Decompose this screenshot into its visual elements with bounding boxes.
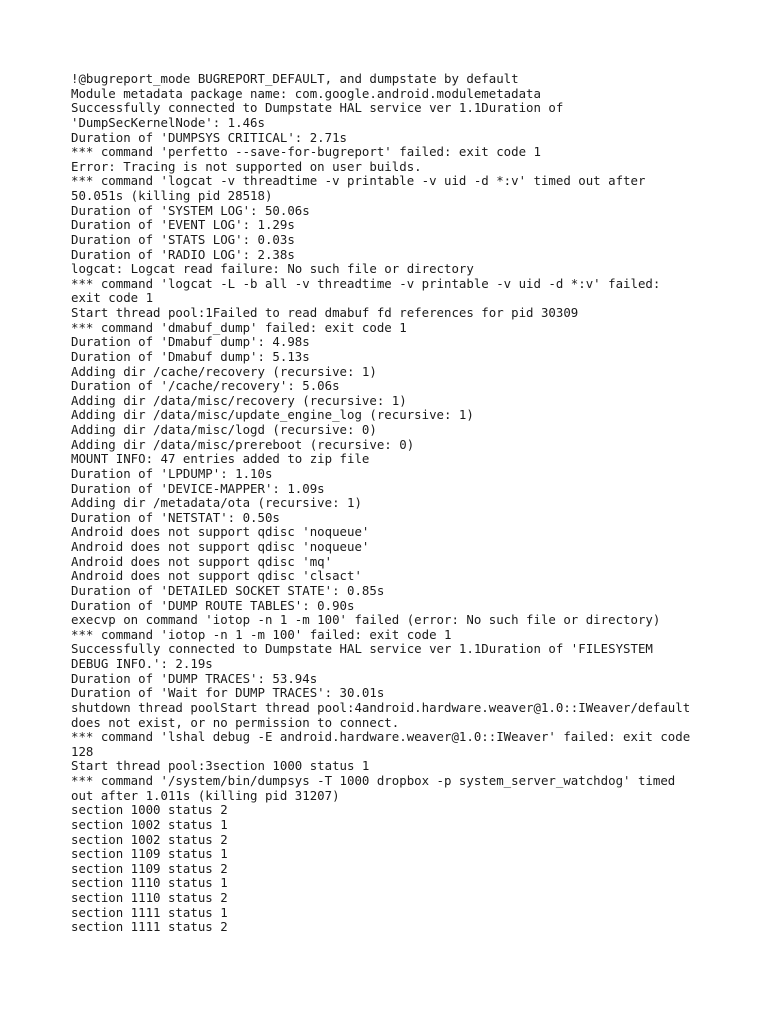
log-line: Duration of 'DEVICE-MAPPER': 1.09s [71, 480, 325, 496]
log-line: DEBUG INFO.': 2.19s [71, 656, 213, 671]
log-line: Duration of 'Dmabuf dump': 4.98s [71, 334, 310, 350]
log-line: Adding dir /data/misc/prereboot (recursive: 0) [71, 436, 415, 452]
log-line: Start thread pool:3section 1000 status 1 [71, 758, 370, 774]
log-line: Duration of 'DUMP TRACES': 53.94s [71, 670, 318, 686]
log-line: section 1111 status 2 [71, 919, 228, 935]
log-line: out after 1.011s (killing pid 31207) [71, 787, 340, 803]
log-line: Duration of 'Wait for DUMP TRACES': 30.01s [71, 685, 385, 701]
log-lines [71, 72, 731, 935]
log-line: section 1000 status 2 [71, 802, 228, 818]
log-line: section 1109 status 1 [71, 846, 228, 862]
log-line: Adding dir /metadata/ota (recursive: 1) [71, 495, 362, 511]
log-line: section 1002 status 1 [71, 816, 228, 832]
log-line: Android does not support qdisc 'mq' [71, 553, 333, 569]
log-line: execvp on command 'iotop -n 1 -m 100' failed (error: No such file or directory) [71, 612, 661, 628]
log-line: Duration of 'Dmabuf dump': 5.13s [71, 348, 310, 364]
log-line: *** command 'logcat -v threadtime -v printable -v uid -d *:v' timed out after [71, 173, 646, 189]
log-line: Duration of 'EVENT LOG': 1.29s [71, 217, 295, 233]
log-line: 'DumpSecKernelNode': 1.46s [71, 114, 265, 130]
log-line: Duration of 'DETAILED SOCKET STATE': 0.85s [71, 582, 385, 598]
log-line: *** command 'logcat -L -b all -v threadtime -v printable -v uid -d *:v' failed: [71, 275, 661, 291]
log-line: Duration of 'RADIO LOG': 2.38s [71, 246, 295, 262]
log-line: does not exist, or no permission to connect. [71, 714, 400, 730]
log-line: !@bugreport_mode BUGREPORT_DEFAULT, and dumpstate by default [71, 71, 519, 86]
log-line: MOUNT INFO: 47 entries added to zip file [71, 451, 370, 467]
log-line: Successfully connected to Dumpstate HAL service ver 1.1Duration of [71, 100, 564, 116]
log-line: Adding dir /data/misc/logd (recursive: 0) [71, 422, 377, 437]
log-line: *** command 'dmabuf_dump' failed: exit code 1 [71, 319, 407, 335]
log-line: section 1002 status 2 [71, 831, 228, 847]
log-line: section 1111 status 1 [71, 904, 228, 920]
log-line: section 1110 status 2 [71, 890, 228, 905]
log-line: logcat: Logcat read failure: No such file or directory [71, 261, 474, 277]
log-line: 128 [71, 743, 94, 759]
log-line: Duration of 'DUMP ROUTE TABLES': 0.90s [71, 597, 355, 613]
log-line: Duration of 'NETSTAT': 0.50s [71, 509, 280, 525]
log-line: *** command '/system/bin/dumpsys -T 1000 dropbox -p system_server_watchdog' timed [71, 773, 676, 788]
log-line: Adding dir /cache/recovery (recursive: 1) [71, 363, 377, 379]
log-line: 50.051s (killing pid 28518) [71, 188, 273, 203]
log-line: Error: Tracing is not supported on user builds. [71, 158, 422, 174]
log-line: Android does not support qdisc 'noqueue' [71, 539, 370, 554]
log-line: *** command 'lshal debug -E android.hardware.weaver@1.0::IWeaver' failed: exit code [71, 729, 691, 745]
log-line: Duration of 'STATS LOG': 0.03s [71, 231, 295, 247]
log-line: Successfully connected to Dumpstate HAL service ver 1.1Duration of 'FILESYSTEM [71, 641, 653, 657]
log-line: *** command 'perfetto --save-for-bugreport' failed: exit code 1 [71, 144, 541, 160]
log-line: section 1110 status 1 [71, 875, 228, 891]
log-line: Duration of 'LPDUMP': 1.10s [71, 465, 273, 481]
log-line: Duration of 'DUMPSYS CRITICAL': 2.71s [71, 129, 348, 145]
log-line: *** command 'iotop -n 1 -m 100' failed: exit code 1 [71, 626, 452, 642]
log-line: Start thread pool:1Failed to read dmabuf fd references for pid 30309 [71, 305, 579, 320]
log-line: Android does not support qdisc 'clsact' [71, 568, 362, 584]
log-line: Module metadata package name: com.google.android.modulemetadata [71, 85, 541, 101]
log-line: Adding dir /data/misc/update_engine_log (recursive: 1) [71, 407, 474, 423]
log-document [71, 72, 731, 935]
log-line: Duration of 'SYSTEM LOG': 50.06s [71, 202, 310, 218]
log-line: Duration of '/cache/recovery': 5.06s [71, 378, 340, 394]
log-line: Adding dir /data/misc/recovery (recursive: 1) [71, 392, 407, 408]
log-line: Android does not support qdisc 'noqueue' [71, 524, 370, 540]
log-line: exit code 1 [71, 290, 154, 306]
log-line: shutdown thread poolStart thread pool:4android.hardware.weaver@1.0::IWeaver/default [71, 699, 691, 715]
log-line: section 1109 status 2 [71, 860, 228, 876]
